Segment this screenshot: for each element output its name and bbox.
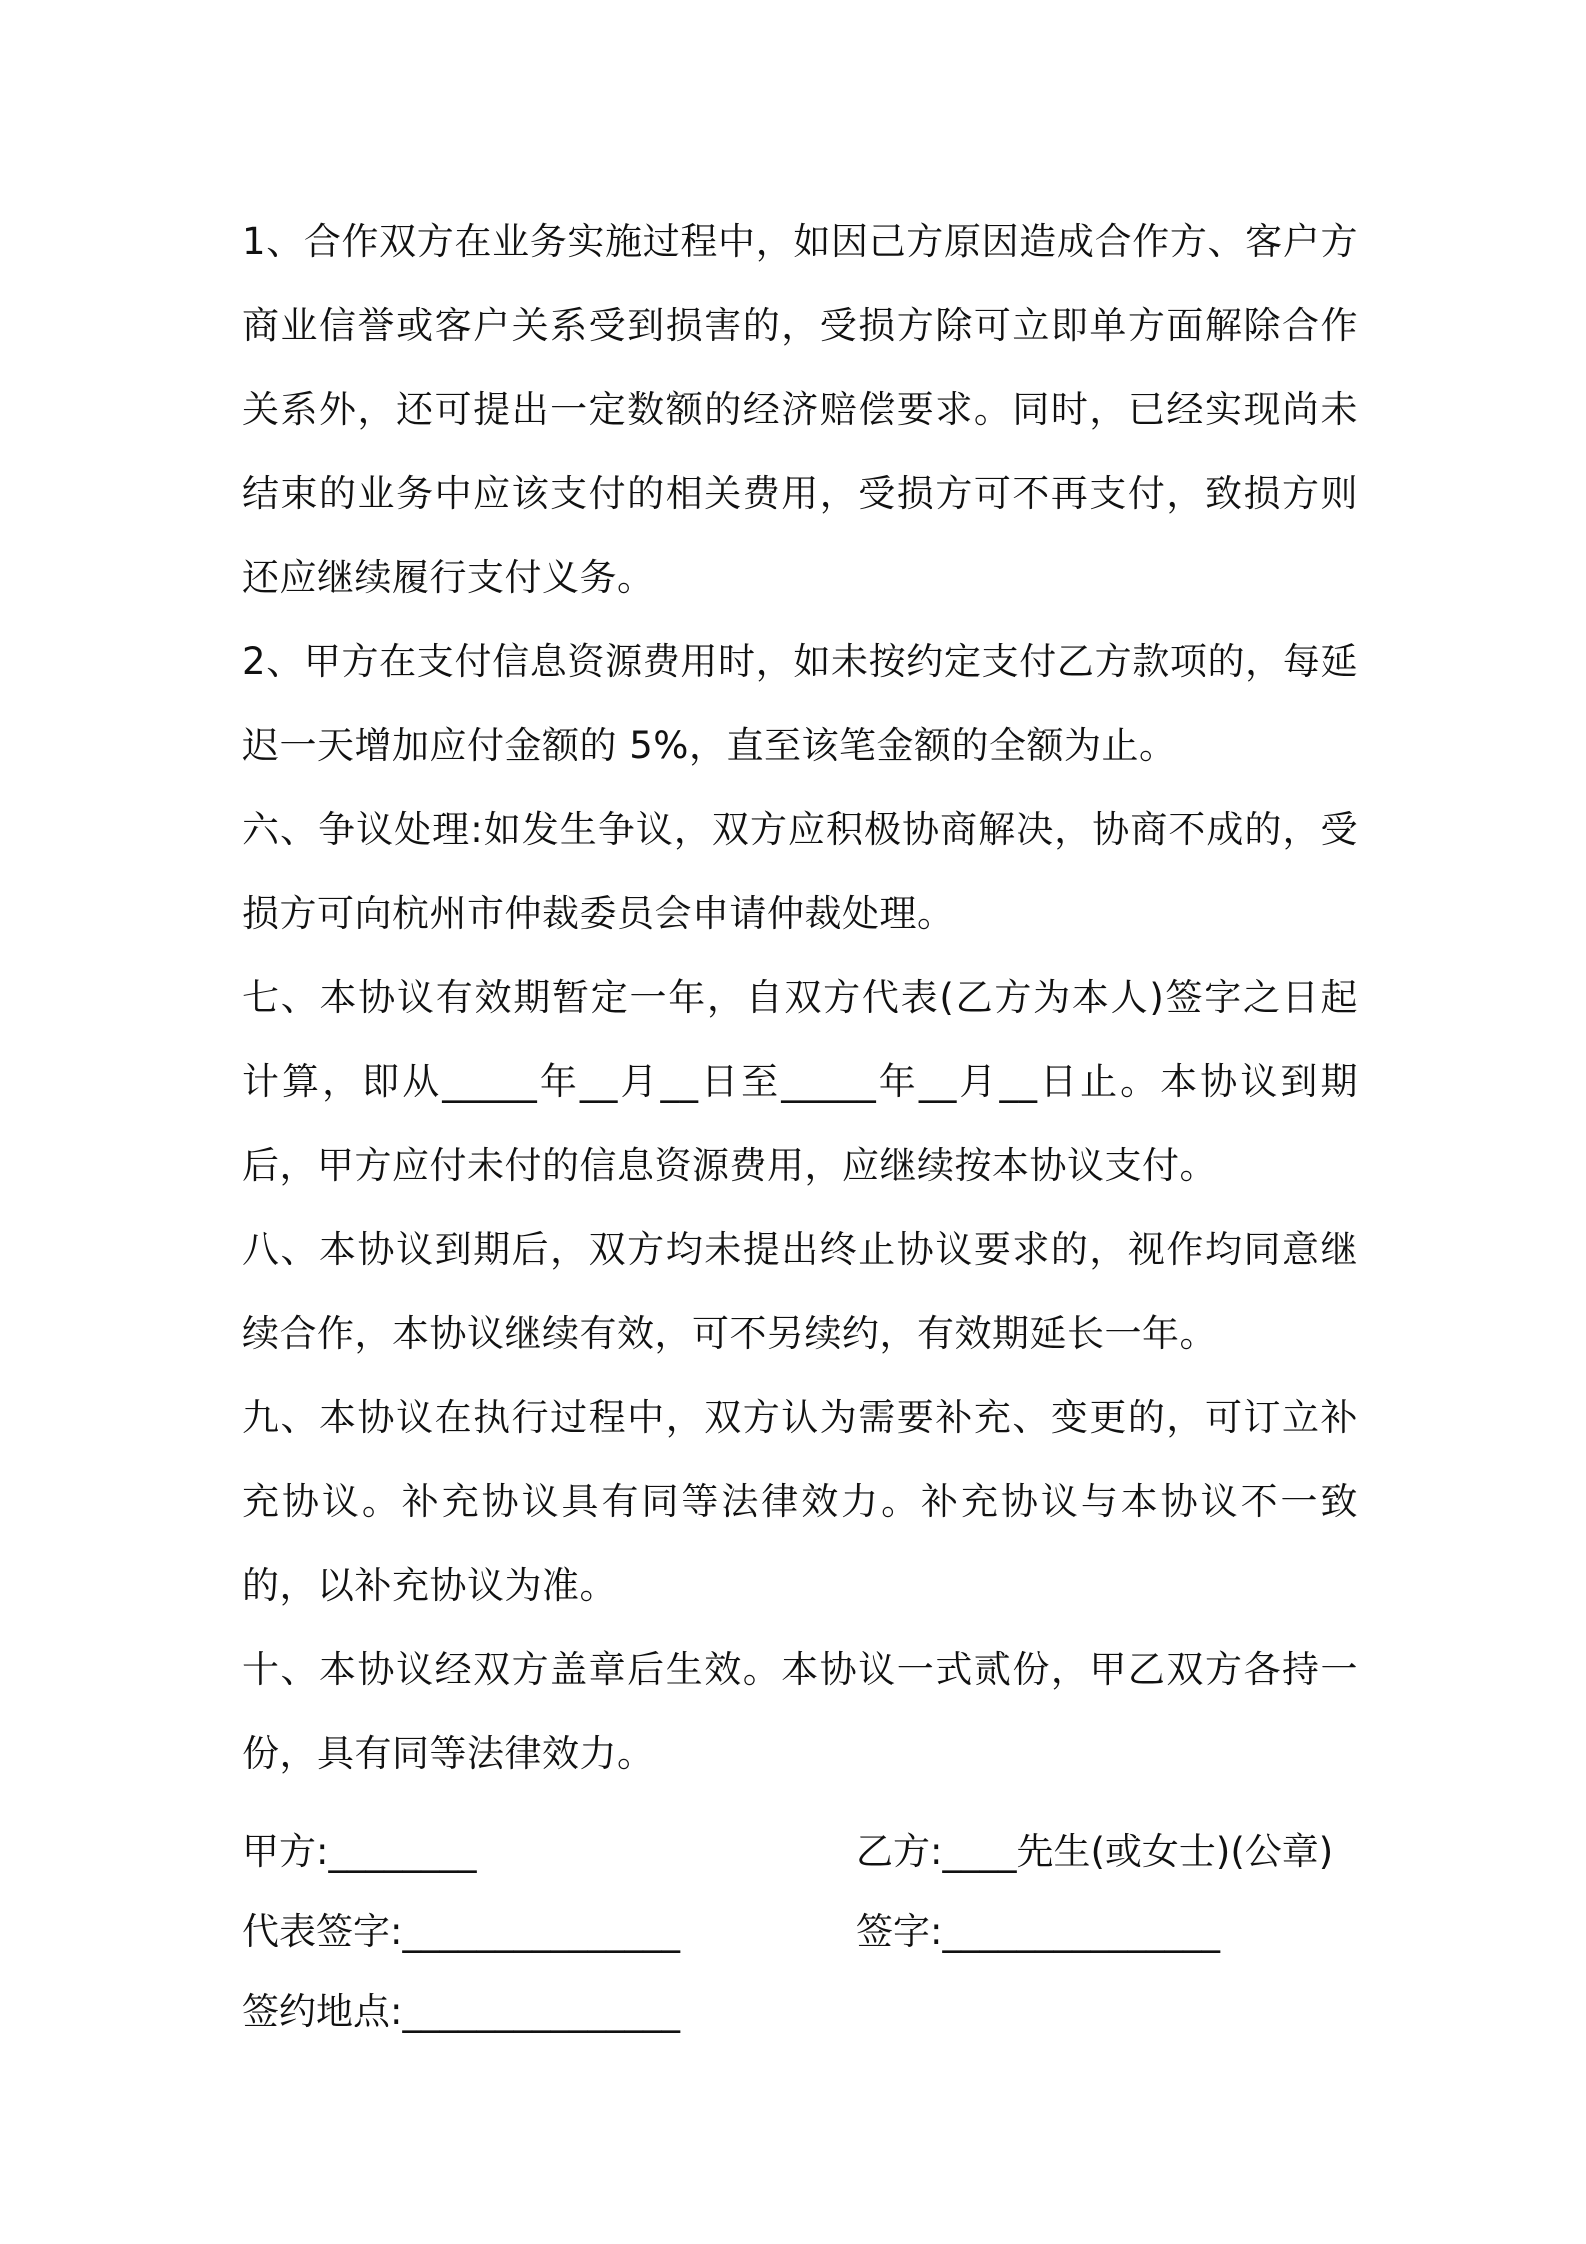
party-b-signature-field: 签字:_______________ [856,1910,1220,1953]
signature-row-parties [242,1808,1358,1888]
clause-amendment: 九、本协议在执行过程中，双方认为需要补充、变更的，可订立补充协议。补充协议具有同等法律效力。补充协议与本协议不一致的，以补充协议为准。 [242,1396,1358,1607]
clause-1: 1、合作双方在业务实施过程中，如因己方原因造成合作方、客户方商业信誉或客户关系受到损害的，受损方除可立即单方面解除合作关系外，还可提出一定数额的经济赔偿要求。同时，已经实现尚未结束的业务中应该支付的相关费用，受损方可不再支付，致损方则还应继续履行支付义务。 [242,220,1358,599]
representative-signature-field: 代表签字:_______________ [242,1910,680,1953]
party-b-field: 乙方:____先生(或女士)(公章) [856,1830,1334,1873]
signing-place-field: 签约地点:_______________ [242,1990,680,2033]
signature-row-signs [242,1888,1358,1968]
clause-dispute: 六、争议处理:如发生争议，双方应积极协商解决，协商不成的，受损方可向杭州市仲裁委员会申请仲裁处理。 [242,808,1358,935]
clause-renewal: 八、本协议到期后，双方均未提出终止协议要求的，视作均同意继续合作，本协议继续有效，可不另续约，有效期延长一年。 [242,1228,1358,1355]
clause-effect: 十、本协议经双方盖章后生效。本协议一式贰份，甲乙双方各持一份，具有同等法律效力。 [242,1648,1358,1775]
signature-block [242,1808,1358,2048]
signature-row-place [242,1968,1358,2048]
clause-2: 2、甲方在支付信息资源费用时，如未按约定支付乙方款项的，每延迟一天增加应付金额的 5%，直至该笔金额的全额为止。 [242,640,1358,767]
party-a-field: 甲方:________ [242,1830,477,1873]
document-body [242,200,1358,2048]
clause-term: 七、本协议有效期暂定一年，自双方代表(乙方为本人)签字之日起计算，即从_____年__月__日至_____年__月__日止。本协议到期后，甲方应付未付的信息资源费用，应继续按本协议支付。 [242,976,1358,1187]
